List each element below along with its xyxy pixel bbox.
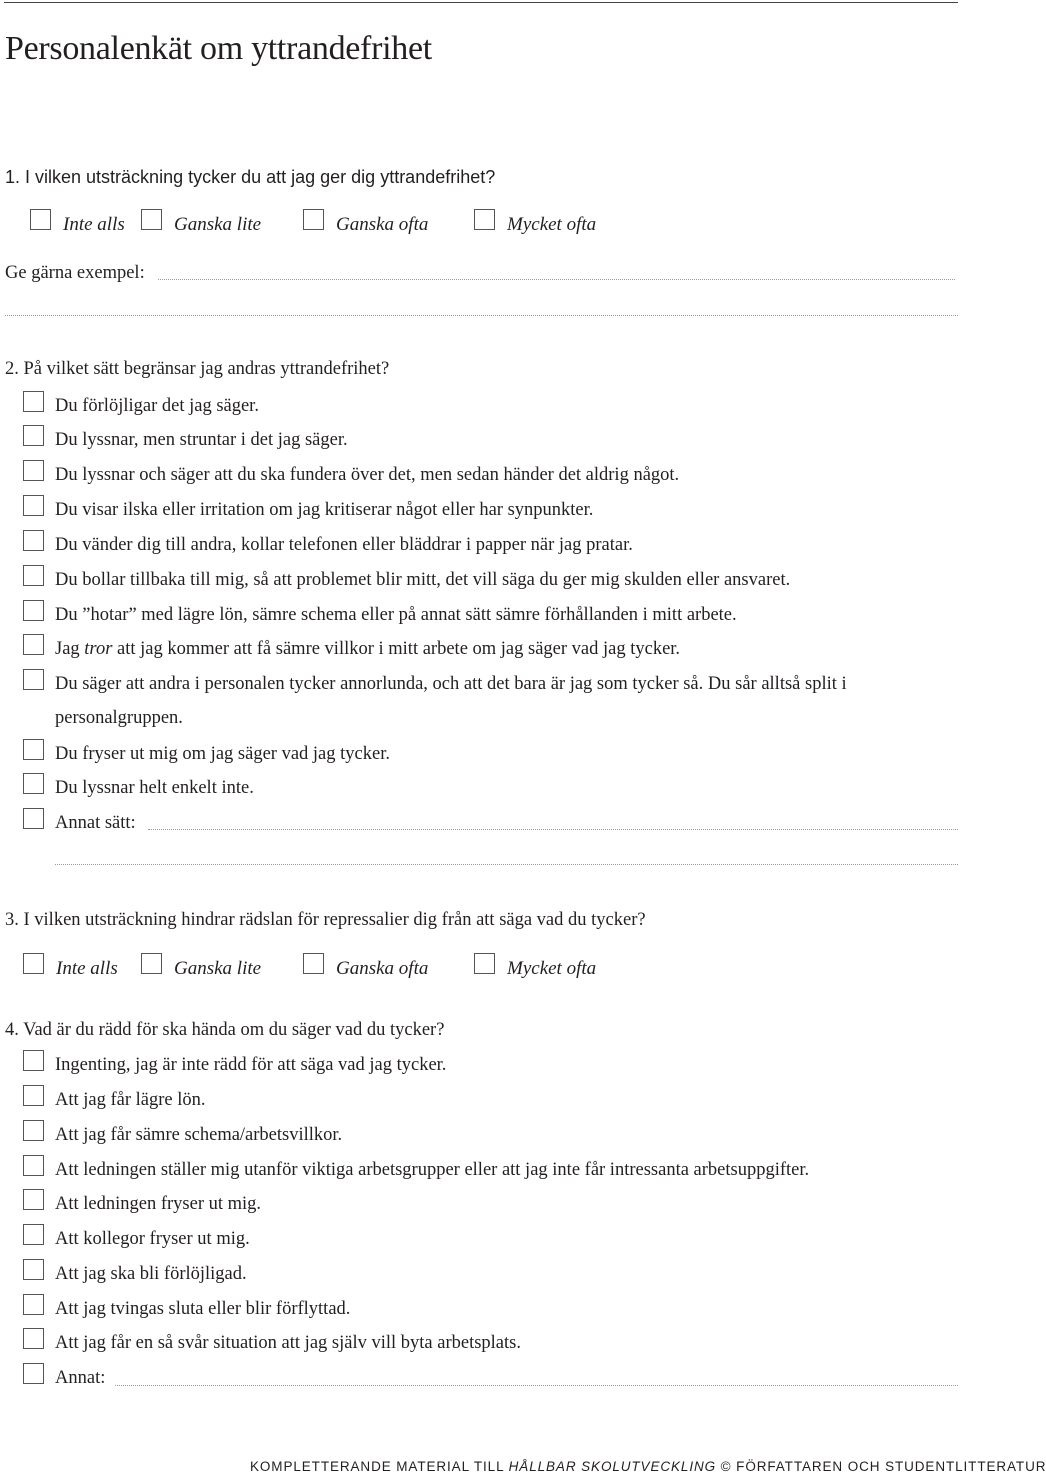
q3-option-label: Ganska ofta	[336, 958, 429, 979]
q2-item-label: Du lyssnar och säger att du ska fundera över det, men sedan händer det aldrig något.	[55, 465, 680, 485]
q2-checkbox[interactable]	[23, 530, 44, 551]
q2-item-label: Du ”hotar” med lägre lön, sämre schema eller på annat sätt sämre förhållanden i mitt arbete.	[55, 605, 737, 625]
q2-checkbox[interactable]	[23, 495, 44, 516]
q4-item-label: Annat:	[55, 1368, 106, 1388]
q4-item-label: Att jag får lägre lön.	[55, 1090, 206, 1110]
q2-other-line-1[interactable]	[148, 829, 958, 830]
q4-checkbox[interactable]	[23, 1328, 44, 1349]
q2-checkbox[interactable]	[23, 773, 44, 794]
q1-option-label: Inte alls	[63, 214, 125, 235]
q4-item-label: Att kollegor fryser ut mig.	[55, 1229, 250, 1249]
q1-option-label: Mycket ofta	[507, 214, 597, 235]
q2-other-line-2[interactable]	[55, 864, 958, 865]
q3-option-label: Mycket ofta	[507, 958, 597, 979]
q1-option-label: Ganska ofta	[336, 214, 429, 235]
q2-item-label	[55, 639, 680, 660]
page-title: Personalenkät om yttrandefrihet	[5, 30, 432, 67]
question-2: 2. På vilket sätt begränsar jag andras yttrandefrihet?	[5, 359, 390, 379]
q4-checkbox[interactable]	[23, 1050, 44, 1071]
footer-text-start: KOMPLETTERANDE MATERIAL TILL	[250, 1459, 509, 1474]
q3-option-label: Inte alls	[56, 958, 118, 979]
q3-checkbox-ganska-lite[interactable]	[141, 953, 162, 974]
q4-item-label: Ingenting, jag är inte rädd för att säga vad jag tycker.	[55, 1055, 447, 1075]
q2-checkbox[interactable]	[23, 634, 44, 655]
q2-item-emphasis: tror	[84, 639, 113, 659]
q1-checkbox-mycket-ofta[interactable]	[474, 209, 495, 230]
q1-example-label: Ge gärna exempel:	[5, 263, 145, 283]
question-1: 1. I vilken utsträckning tycker du att jag ger dig yttrandefrihet?	[5, 167, 496, 187]
q1-checkbox-ganska-ofta[interactable]	[303, 209, 324, 230]
q2-checkbox[interactable]	[23, 425, 44, 446]
q4-checkbox[interactable]	[23, 1259, 44, 1280]
q2-item-label-start: Jag	[55, 639, 85, 659]
q1-checkbox-ganska-lite[interactable]	[141, 209, 162, 230]
q3-option-label: Ganska lite	[174, 958, 262, 979]
q2-item-label: Du vänder dig till andra, kollar telefonen eller bläddrar i papper när jag pratar.	[55, 535, 633, 555]
q2-item-label: Du bollar tillbaka till mig, så att problemet blir mitt, det vill säga du ger mig skulden eller ansvaret.	[55, 570, 791, 590]
q3-checkbox-mycket-ofta[interactable]	[474, 953, 495, 974]
question-4: 4. Vad är du rädd för ska hända om du säger vad du tycker?	[5, 1020, 445, 1040]
q4-other-line[interactable]	[115, 1385, 958, 1386]
q4-item-label: Att jag tvingas sluta eller blir förflyttad.	[55, 1299, 351, 1319]
q4-checkbox[interactable]	[23, 1155, 44, 1176]
q2-checkbox[interactable]	[23, 391, 44, 412]
q2-checkbox[interactable]	[23, 600, 44, 621]
q2-item-label: Du fryser ut mig om jag säger vad jag tycker.	[55, 744, 390, 764]
q2-item-label: Du visar ilska eller irritation om jag kritiserar något eller har synpunkter.	[55, 500, 594, 520]
q2-item-label: Du lyssnar, men struntar i det jag säger.	[55, 430, 348, 450]
footer-text-end: © FÖRFATTAREN OCH STUDENTLITTERATUR	[716, 1459, 1046, 1474]
q3-checkbox-inte-alls[interactable]	[23, 953, 44, 974]
q2-item-label-end: att jag kommer att få sämre villkor i mitt arbete om jag säger vad jag tycker.	[112, 639, 681, 659]
q1-example-line-2[interactable]	[5, 315, 958, 316]
q3-checkbox-ganska-ofta[interactable]	[303, 953, 324, 974]
q2-checkbox-annat[interactable]	[23, 808, 44, 829]
q2-checkbox[interactable]	[23, 565, 44, 586]
q4-checkbox[interactable]	[23, 1085, 44, 1106]
q2-item-label: Du förlöjligar det jag säger.	[55, 396, 259, 416]
q4-item-label: Att jag ska bli förlöjligad.	[55, 1264, 247, 1284]
q1-checkbox-inte-alls[interactable]	[30, 209, 51, 230]
q4-checkbox[interactable]	[23, 1294, 44, 1315]
q4-item-label: Att ledningen fryser ut mig.	[55, 1194, 262, 1214]
q2-item-label: Annat sätt:	[55, 813, 136, 833]
q4-checkbox[interactable]	[23, 1120, 44, 1141]
q2-checkbox[interactable]	[23, 669, 44, 690]
footer	[250, 1459, 1046, 1474]
q1-option-label: Ganska lite	[174, 214, 262, 235]
question-3: 3. I vilken utsträckning hindrar rädslan för repressalier dig från att säga vad du tycker?	[5, 910, 646, 930]
footer-book-title: HÅLLBAR SKOLUTVECKLING	[508, 1459, 717, 1474]
top-rule	[4, 2, 958, 3]
q4-checkbox-annat[interactable]	[23, 1363, 44, 1384]
q4-item-label: Att jag får en så svår situation att jag själv vill byta arbetsplats.	[55, 1333, 521, 1353]
q2-item-label-continued: personalgruppen.	[55, 708, 183, 728]
q4-item-label: Att ledningen ställer mig utanför viktiga arbetsgrupper eller att jag inte får intressanta arbetsuppgifter.	[55, 1160, 810, 1180]
q1-example-line-1[interactable]	[158, 279, 955, 280]
q4-checkbox[interactable]	[23, 1224, 44, 1245]
q2-item-label: Du lyssnar helt enkelt inte.	[55, 778, 254, 798]
q4-checkbox[interactable]	[23, 1189, 44, 1210]
q2-checkbox[interactable]	[23, 460, 44, 481]
q2-item-label: Du säger att andra i personalen tycker annorlunda, och att det bara är jag som tycker så. Du sår alltså split i	[55, 674, 847, 694]
q2-checkbox[interactable]	[23, 739, 44, 760]
q4-item-label: Att jag får sämre schema/arbetsvillkor.	[55, 1125, 343, 1145]
